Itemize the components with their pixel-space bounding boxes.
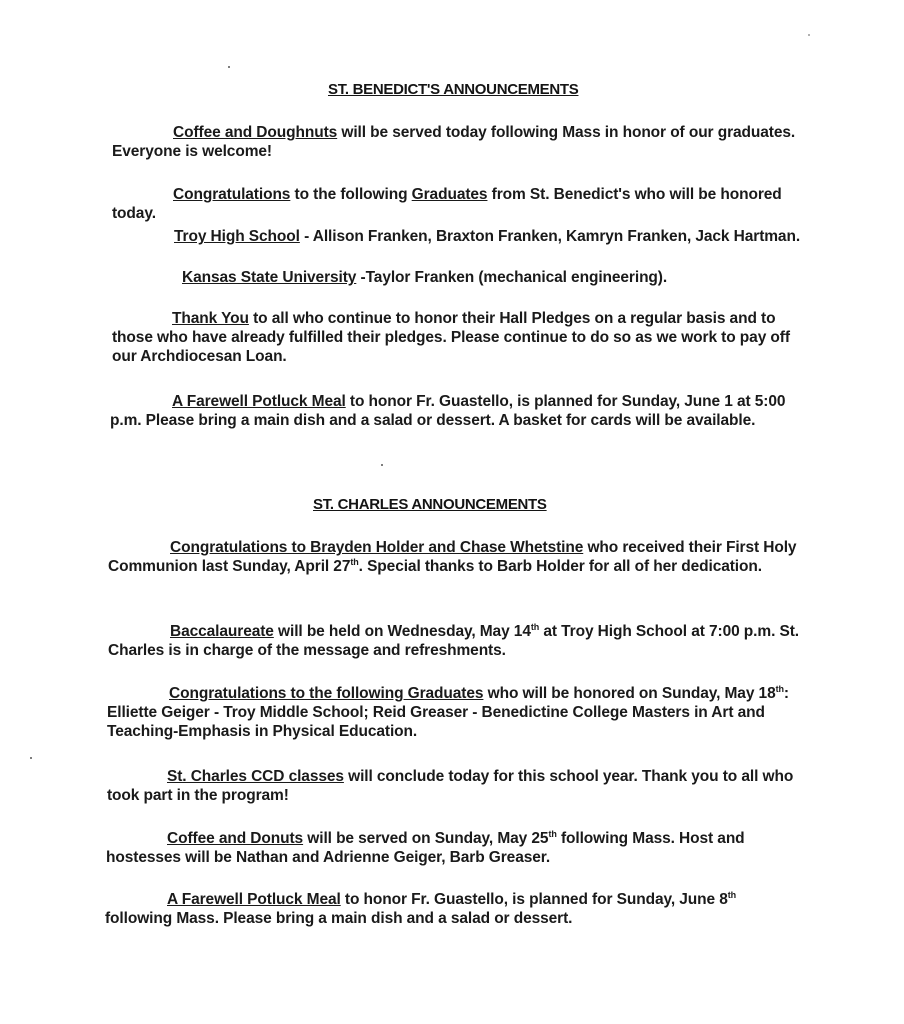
graduates-sup: th <box>775 684 784 694</box>
coffee-donuts-sup: th <box>548 829 557 839</box>
baccalaureate-text-b: at Troy High School at 7:00 p.m. St. Charles is in charge of the message and refreshments. <box>108 623 799 659</box>
graduates-label: Graduates <box>411 186 488 203</box>
st-benedict-coffee-announcement <box>112 123 812 161</box>
st-charles-first-communion <box>108 538 808 576</box>
st-benedict-heading: ST. BENEDICT'S ANNOUNCEMENTS <box>328 81 579 98</box>
st-charles-graduates <box>107 684 807 741</box>
congratulations-text-2: from St. Benedict's who will be honored today. <box>112 186 782 222</box>
graduates-text-b: : Elliette Geiger - Troy Middle School; Reid Greaser - Benedictine College Masters in Art and Teaching-Emphasis in Physical Education. <box>107 685 789 740</box>
st-benedict-thank-you <box>112 309 812 366</box>
st-charles-ccd-classes <box>107 767 807 805</box>
st-charles-farewell-potluck <box>105 890 807 928</box>
kansas-state-names: -Taylor Franken (mechanical engineering). <box>356 269 668 286</box>
st-charles-baccalaureate <box>108 622 808 660</box>
farewell-potluck-label: A Farewell Potluck Meal <box>172 393 346 410</box>
thank-you-text: to all who continue to honor their Hall Pledges on a regular basis and to those who have already fulfilled their pledges. Please continue to do so as we work to pay off our Archdiocesan Loan. <box>112 310 790 365</box>
baccalaureate-label: Baccalaureate <box>170 623 274 640</box>
kansas-state-graduate <box>182 268 812 287</box>
charles-farewell-text-a: to honor Fr. Guastello, is planned for Sunday, June 8 <box>340 891 728 908</box>
ccd-classes-text: will conclude today for this school year. Thank you to all who took part in the program! <box>107 768 794 804</box>
congratulations-label: Congratulations <box>173 186 291 203</box>
troy-high-school-label: Troy High School <box>174 228 300 245</box>
baccalaureate-text-a: will be held on Wednesday, May 14 <box>273 623 531 640</box>
st-charles-heading: ST. CHARLES ANNOUNCEMENTS <box>313 496 547 513</box>
charles-farewell-label: A Farewell Potluck Meal <box>167 891 341 908</box>
scan-speck <box>808 34 810 36</box>
troy-high-school-graduates <box>112 227 812 246</box>
st-charles-coffee-donuts <box>106 829 806 867</box>
graduates-text-a: who will be honored on Sunday, May 18 <box>483 685 776 702</box>
coffee-donuts-text-b: following Mass. Host and hostesses will be Nathan and Adrienne Geiger, Barb Greaser. <box>106 830 745 866</box>
charles-farewell-text-b: following Mass. Please bring a main dish and a salad or dessert. <box>105 910 573 927</box>
graduates-congrats-label: Congratulations to the following Graduates <box>169 685 484 702</box>
charles-farewell-sup: th <box>727 890 737 900</box>
first-communion-label: Congratulations to Brayden Holder and Chase Whetstine <box>170 539 584 556</box>
first-communion-sup: th <box>350 557 359 567</box>
scan-speck <box>30 757 32 759</box>
coffee-doughnuts-text: will be served today following Mass in honor of our graduates. Everyone is welcome! <box>112 124 796 160</box>
scan-speck <box>228 66 230 68</box>
thank-you-label: Thank You <box>172 310 249 327</box>
baccalaureate-sup: th <box>530 622 540 632</box>
first-communion-text-b: . Special thanks to Barb Holder for all of her dedication. <box>358 558 762 575</box>
coffee-donuts-label: Coffee and Donuts <box>167 830 304 847</box>
coffee-donuts-text-a: will be served on Sunday, May 25 <box>303 830 549 847</box>
scan-speck <box>381 464 383 466</box>
congratulations-text-1: to the following <box>290 186 412 203</box>
farewell-potluck-text: to honor Fr. Guastello, is planned for Sunday, June 1 at 5:00 p.m. Please bring a main dish and a salad or dessert. A basket for cards will be available. <box>110 393 786 429</box>
coffee-doughnuts-label: Coffee and Doughnuts <box>173 124 338 141</box>
st-benedict-farewell-potluck <box>110 392 812 430</box>
st-benedict-congratulations <box>112 185 812 223</box>
troy-high-school-names: - Allison Franken, Braxton Franken, Kamryn Franken, Jack Hartman. <box>299 228 801 245</box>
first-communion-text-a: who received their First Holy Communion last Sunday, April 27 <box>108 539 797 575</box>
ccd-classes-label: St. Charles CCD classes <box>167 768 344 785</box>
kansas-state-label: Kansas State University <box>182 269 357 286</box>
